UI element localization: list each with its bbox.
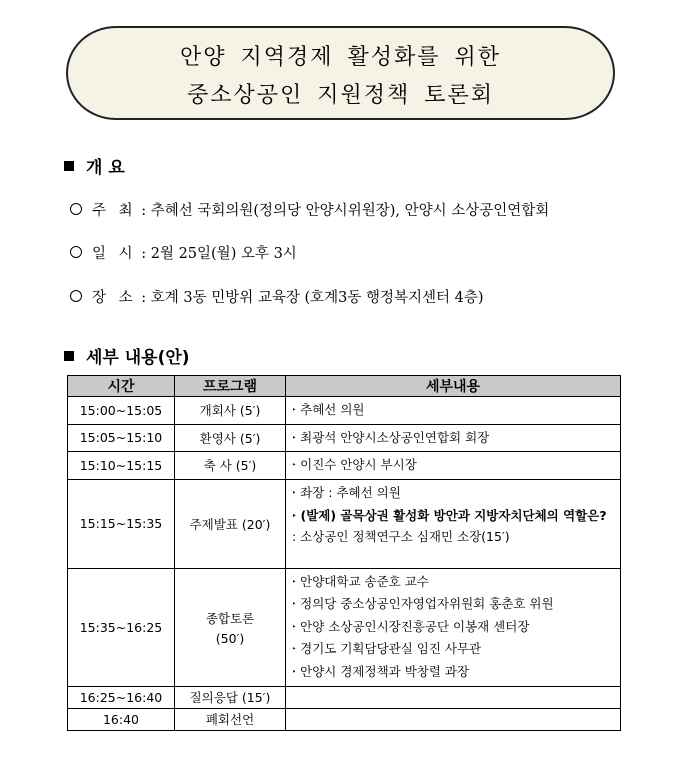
list-item	[292, 454, 616, 477]
row-program: 환영사 (5′)	[175, 424, 286, 452]
triangle-bullet-icon: ‣	[292, 488, 297, 497]
info-row-host	[70, 199, 549, 220]
schedule-table	[67, 375, 621, 731]
list-item	[292, 571, 616, 594]
item-text: 안양대학교 송준호 교수	[300, 573, 429, 589]
list-item-keynote	[292, 504, 616, 526]
triangle-bullet-icon: ‣	[292, 645, 297, 653]
info-label-host: 주 최	[92, 203, 137, 219]
details-heading	[64, 343, 190, 368]
details-heading-text: 세부 내용(안)	[86, 348, 190, 368]
item-text: 경기도 기획담당관실 임진 사무관	[300, 641, 482, 656]
list-item	[292, 427, 616, 450]
table-row	[68, 479, 621, 568]
row-time: 15:05~15:10	[68, 424, 175, 452]
triangle-bullet-icon: ‣	[292, 622, 297, 631]
info-row-datetime	[70, 242, 297, 263]
title-banner	[66, 26, 615, 120]
table-row	[68, 568, 621, 686]
row-program: 주제발표 (20′)	[175, 479, 286, 568]
item-text: 안양 소상공인시장진흥공단 이봉재 센터장	[300, 618, 530, 634]
table-row	[68, 708, 621, 730]
row-time: 15:35~16:25	[68, 568, 175, 686]
item-text: 이진수 안양시 부시장	[300, 457, 417, 472]
list-item	[292, 593, 616, 616]
row-detail	[286, 452, 621, 480]
table-row	[68, 424, 621, 452]
circle-bullet-icon	[70, 203, 82, 215]
overview-heading	[64, 153, 125, 178]
square-bullet-icon	[64, 161, 74, 171]
row-detail	[286, 479, 621, 568]
info-value-host: : 추혜선 국회의원(정의당 안양시위원장), 안양시 소상공인연합회	[141, 203, 550, 219]
row-detail	[286, 397, 621, 425]
item-text: 추혜선 의원	[300, 402, 365, 417]
table-row	[68, 397, 621, 425]
row-program: 질의응답 (15′)	[175, 686, 286, 708]
table-header-row	[68, 376, 621, 397]
triangle-bullet-icon: ‣	[292, 512, 297, 520]
row-detail	[286, 708, 621, 730]
row-time: 15:15~15:35	[68, 479, 175, 568]
row-program: 폐회선언	[175, 708, 286, 730]
info-label-datetime: 일 시	[92, 246, 137, 262]
keynote-presenter: : 소상공인 정책연구소 심재민 소장(15′)	[292, 529, 510, 544]
circle-bullet-icon	[70, 246, 82, 258]
info-label-venue: 장 소	[92, 290, 137, 306]
triangle-bullet-icon: ‣	[292, 600, 297, 608]
triangle-bullet-icon: ‣	[292, 461, 297, 469]
item-text: 안양시 경제정책과 박창렬 과장	[300, 663, 470, 679]
item-text: 정의당 중소상공인자영업자위원회 홍춘호 위원	[300, 596, 554, 611]
table-row	[68, 686, 621, 708]
list-item	[292, 616, 616, 639]
row-time: 16:40	[68, 708, 175, 730]
info-row-venue	[70, 286, 484, 307]
program-line-2: (50′)	[215, 630, 245, 646]
header-time: 시간	[68, 376, 175, 397]
item-text: 좌장 : 추혜선 의원	[300, 484, 401, 500]
triangle-bullet-icon: ‣	[292, 667, 297, 676]
item-text: (발제) 골목상권 활성화 방안과 지방자치단체의 역할은?	[300, 508, 607, 523]
list-item	[292, 399, 616, 422]
triangle-bullet-icon: ‣	[292, 433, 297, 442]
row-detail	[286, 568, 621, 686]
title-line-1: 안양 지역경제 활성화를 위한	[179, 45, 501, 70]
row-detail	[286, 686, 621, 708]
triangle-bullet-icon: ‣	[292, 406, 297, 414]
header-detail: 세부내용	[286, 376, 621, 397]
row-program: 축 사 (5′)	[175, 452, 286, 480]
triangle-bullet-icon: ‣	[292, 577, 297, 586]
table-row	[68, 452, 621, 480]
row-time: 15:00~15:05	[68, 397, 175, 425]
row-detail	[286, 424, 621, 452]
info-value-venue: : 호계 3동 민방위 교육장 (호계3동 행정복지센터 4층)	[141, 290, 484, 306]
square-bullet-icon	[64, 351, 74, 361]
item-text: 최광석 안양시소상공인연합회 회장	[300, 429, 490, 445]
program-line-1: 종합토론	[205, 610, 255, 626]
title-line-2: 중소상공인 지원정책 토론회	[186, 83, 494, 108]
row-program	[175, 568, 286, 686]
row-time: 15:10~15:15	[68, 452, 175, 480]
header-program: 프로그램	[175, 376, 286, 397]
list-item	[292, 482, 616, 505]
list-item	[292, 661, 616, 684]
list-item	[292, 638, 616, 661]
circle-bullet-icon	[70, 290, 82, 302]
overview-heading-text: 개 요	[86, 158, 125, 178]
row-time: 16:25~16:40	[68, 686, 175, 708]
row-program: 개회사 (5′)	[175, 397, 286, 425]
info-value-datetime: : 2월 25일(월) 오후 3시	[141, 246, 297, 262]
